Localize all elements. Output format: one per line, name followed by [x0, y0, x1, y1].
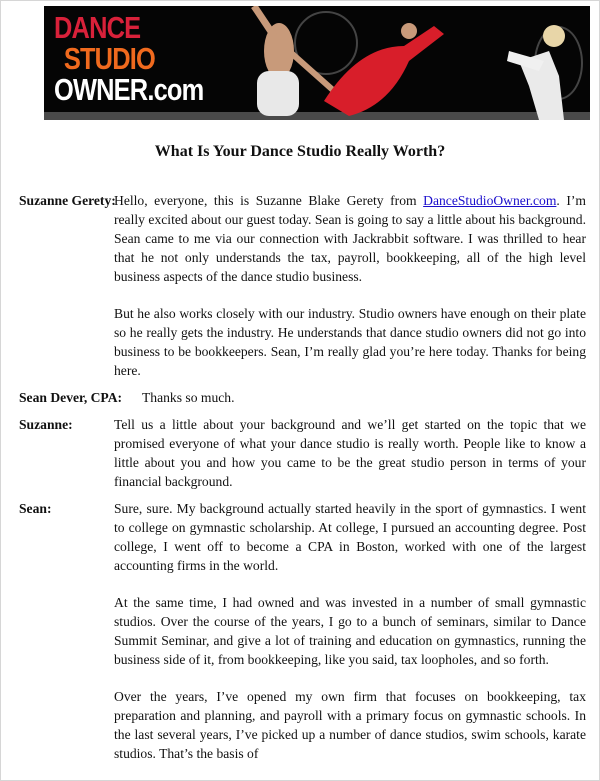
speaker-label: Suzanne:	[19, 417, 73, 432]
transcript-entry	[19, 415, 586, 491]
text: . I’m really excited about our guest today. Sean is going to say a little about his background. Sean came to me via our connection with Jackrabbit software. I was thrilled to hear that he not only understands the tax, payroll, bookkeeping, all of the high level business aspects of the dance studio business.	[114, 193, 586, 284]
paragraph: At the same time, I had owned and was invested in a number of small gymnastic studios. Over the course of the years, I go to a bunch of seminars, similar to Dance Summit Seminar, and give a lot of training and education on gymnastics, running the business side of it, from bookkeeping, like you said, tax loopholes, and so forth.	[114, 595, 586, 667]
logo-line: STUDIO	[63, 41, 155, 76]
transcript-entry	[19, 191, 586, 380]
paragraph: Over the years, I’ve opened my own firm that focuses on bookkeeping, tax preparation and planning, and payroll with a primary focus on gymnastic schools. In the last several years, I’ve picked up a number of dance studios, swim schools, karate studios. That’s the basis of	[114, 689, 586, 761]
document-title: What Is Your Dance Studio Really Worth?	[154, 143, 446, 160]
logo	[54, 12, 203, 105]
header-banner	[44, 6, 590, 120]
speaker-label: Sean:	[19, 501, 52, 516]
logo-line: OWNER.com	[54, 72, 204, 107]
dancers-image	[229, 6, 590, 120]
transcript-entry	[19, 499, 586, 763]
paragraph: But he also works closely with our industry. Studio owners have enough on their plate so he really gets the industry. He understands that dance studio owners did not go into business to be bookkeepers. Sean, I’m really glad you’re here today. Thanks for being here.	[114, 306, 586, 378]
paragraph	[114, 191, 586, 286]
text: Hello, everyone, this is Suzanne Blake Gerety from	[114, 193, 424, 208]
speaker-label: Sean Dever, CPA:	[19, 390, 123, 405]
paragraph: Thanks so much.	[142, 390, 235, 405]
logo-line: DANCE	[54, 10, 141, 45]
paragraph: Tell us a little about your background and we’ll get started on the topic that we promised everyone of what your dance studio is really worth. People like to know a little about you and how you came to be the great studio person in terms of your financial background.	[114, 417, 586, 489]
paragraph: Sure, sure. My background actually started heavily in the sport of gymnastics. I went to college on gymnastic scholarship. At college, I pursued an accounting degree. Post college, I went off to become a CPA in Boston, worked with one of the largest accounting firms in the world.	[114, 501, 586, 573]
transcript-entry	[19, 388, 586, 407]
website-link[interactable]: DanceStudioOwner.com	[423, 193, 557, 208]
speaker-label: Suzanne Gerety:	[19, 193, 116, 208]
